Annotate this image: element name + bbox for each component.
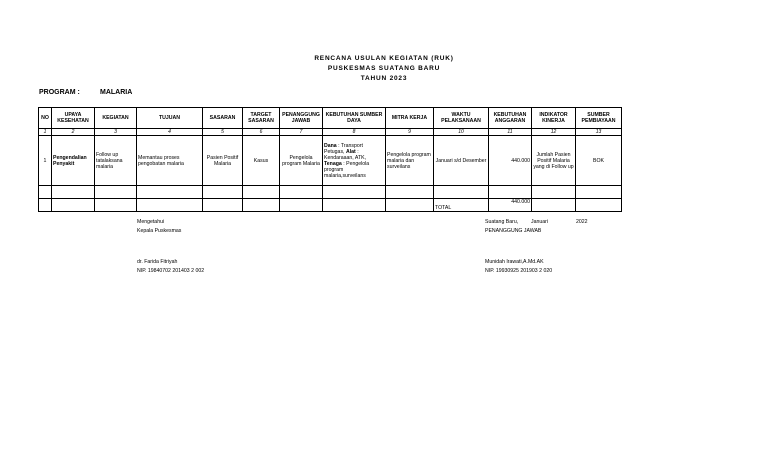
column-number: 8: [323, 129, 386, 136]
empty-cell: [95, 199, 137, 212]
row-waktu: Januari s/d Desember: [434, 136, 489, 186]
column-number: 2: [52, 129, 95, 136]
empty-cell: [95, 186, 137, 199]
empty-cell: [39, 186, 52, 199]
total-label: TOTAL: [434, 199, 489, 212]
sig-left-name: dr. Farida Fitriyah: [137, 259, 178, 265]
empty-cell: [434, 186, 489, 199]
empty-cell: [386, 186, 434, 199]
empty-cell: [39, 199, 52, 212]
empty-cell: [489, 186, 532, 199]
header-cell: MITRA KERJA: [386, 108, 434, 129]
row-no: 1: [39, 136, 52, 186]
header-cell: PENANGGUNG JAWAB: [280, 108, 323, 129]
header-cell: TUJUAN: [137, 108, 203, 129]
header-cell: INDIKATOR KINERJA: [532, 108, 576, 129]
empty-cell: [532, 199, 576, 212]
empty-cell: [203, 199, 243, 212]
column-number-row: [39, 129, 622, 136]
table-row: [39, 136, 622, 186]
header-cell: SASARAN: [203, 108, 243, 129]
row-target: Kasus: [243, 136, 280, 186]
empty-cell: [52, 199, 95, 212]
column-number: 9: [386, 129, 434, 136]
column-number: 13: [576, 129, 622, 136]
sig-right-year: 2022: [576, 219, 588, 225]
row-kegiatan: Follow up tatalaksana malaria: [95, 136, 137, 186]
program-label: PROGRAM :: [39, 89, 80, 96]
header-cell: UPAYA KESEHATAN: [52, 108, 95, 129]
column-number: 4: [137, 129, 203, 136]
doc-title-line2: PUSKESMAS SUATANG BARU: [327, 65, 441, 72]
sig-right-title: PENANGGUNG JAWAB: [485, 228, 542, 234]
sd-dana-text: : Transport Petugas,: [324, 142, 363, 155]
row-sumber-daya: [323, 136, 386, 186]
program-value: MALARIA: [100, 89, 133, 96]
sig-left-line1: Mengetahui: [137, 219, 165, 225]
empty-cell: [280, 199, 323, 212]
column-number: 7: [280, 129, 323, 136]
column-number: 5: [203, 129, 243, 136]
header-cell: KEGIATAN: [95, 108, 137, 129]
doc-title-line1: RENCANA USULAN KEGIATAN (RUK): [314, 55, 454, 62]
empty-cell: [137, 186, 203, 199]
row-upaya: Pengendalian Penyakit: [52, 136, 95, 186]
sig-right-name: Munidah Irawati,A.Md.AK: [485, 259, 544, 265]
header-cell: NO: [39, 108, 52, 129]
header-cell: SUMBER PEMBIAYAAN: [576, 108, 622, 129]
column-number: 1: [39, 129, 52, 136]
empty-cell: [576, 199, 622, 212]
empty-cell: [243, 186, 280, 199]
total-row: [39, 199, 622, 212]
sig-right-nip: NIP. 19930925 201903 2 020: [485, 268, 553, 274]
header-cell: WAKTU PELAKSANAAN: [434, 108, 489, 129]
sd-alat-text: : Kendaraaan, ATK,: [324, 148, 367, 161]
empty-cell: [243, 199, 280, 212]
doc-title-line3: TAHUN 2023: [360, 75, 408, 82]
empty-cell: [137, 199, 203, 212]
row-penanggung-jawab: Pengelola program Malaria: [280, 136, 323, 186]
empty-cell: [323, 199, 386, 212]
table-header-row: [39, 108, 622, 129]
sig-left-line2: Kepala Puskesmas: [137, 228, 182, 234]
empty-cell: [576, 186, 622, 199]
row-tujuan: Memantau proses pengobatan malaria: [137, 136, 203, 186]
empty-cell: [280, 186, 323, 199]
table-row: [39, 186, 622, 199]
empty-cell: [203, 186, 243, 199]
sd-dana-label: Dana: [324, 142, 337, 149]
sd-alat-label: Alat: [345, 148, 356, 155]
column-number: 12: [532, 129, 576, 136]
row-sumber: BOK: [576, 136, 622, 186]
sig-right-place: Suatang Baru,: [485, 219, 519, 225]
empty-cell: [323, 186, 386, 199]
column-number: 10: [434, 129, 489, 136]
empty-cell: [532, 186, 576, 199]
sig-right-month: Januari: [531, 219, 549, 225]
column-number: 11: [489, 129, 532, 136]
empty-cell: [386, 199, 434, 212]
column-number: 3: [95, 129, 137, 136]
total-value: 440.000: [489, 199, 532, 212]
header-cell: KEBUTUHAN ANGGARAN: [489, 108, 532, 129]
sd-tenaga-text: : Pengelola program malaria,surveilans: [324, 160, 370, 179]
row-indikator: Jumlah Pasien Positif Malaria yang di Follow up: [532, 136, 576, 186]
sig-left-nip: NIP. 19840702 201403 2 002: [137, 268, 205, 274]
header-cell: KEBUTUHAN SUMBER DAYA: [323, 108, 386, 129]
row-sasaran: Pasien Positif Malaria: [203, 136, 243, 186]
ruk-table: [38, 107, 622, 212]
column-number: 6: [243, 129, 280, 136]
row-mitra: Pengelola program malaria dan surveilans: [386, 136, 434, 186]
sd-tenaga-label: Tenaga: [324, 160, 342, 167]
header-cell: TARGET SASARAN: [243, 108, 280, 129]
empty-cell: [52, 186, 95, 199]
row-anggaran: 440.000: [489, 136, 532, 186]
